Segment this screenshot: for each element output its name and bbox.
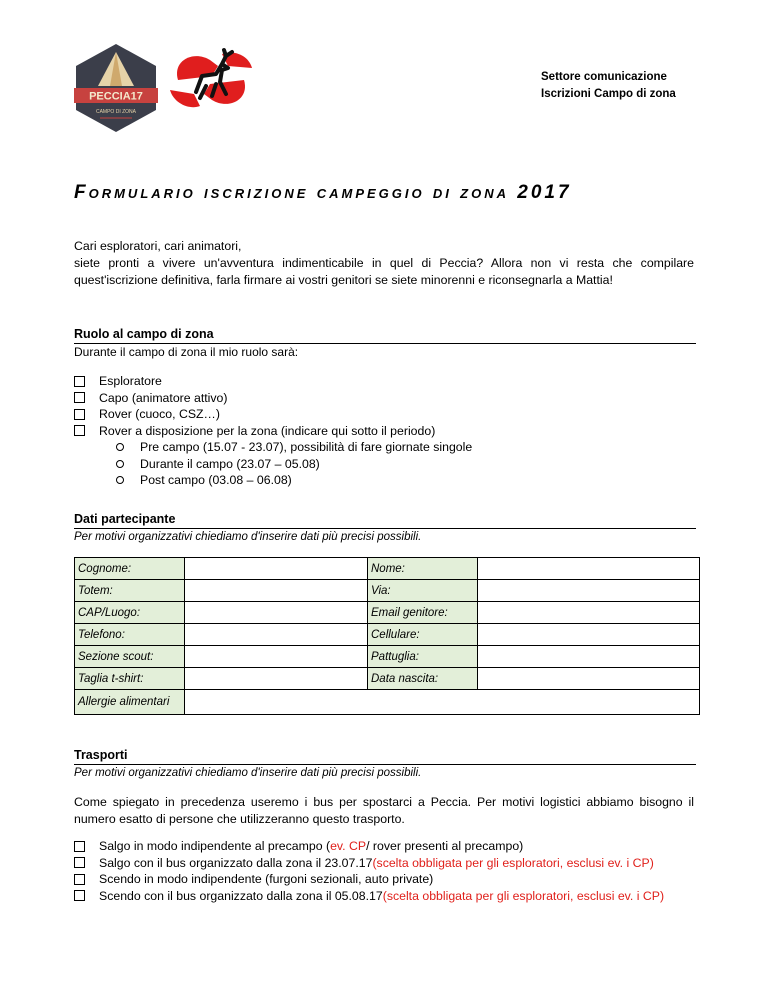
section-subtitle-dati: Per motivi organizzativi chiediamo d'inserire dati più precisi possibili. (74, 531, 422, 543)
logo-subtitle: CAMPO DI ZONA (95, 109, 137, 115)
table-row (75, 646, 700, 668)
section-title-dati: Dati partecipante (74, 512, 176, 526)
section-subtitle-trasporti: Per motivi organizzativi chiediamo d'inserire dati più precisi possibili. (74, 767, 422, 779)
ruolo-options (74, 373, 472, 489)
peccia17-logo (70, 42, 162, 134)
checkbox[interactable] (74, 890, 85, 901)
allergie-field[interactable] (185, 690, 700, 715)
form-field[interactable] (185, 580, 368, 602)
intro-body: siete pronti a vivere un'avventura indimenticabile in quel di Peccia? Allora non vi resta che compilare quest'iscrizione definitiva, farla firmare ai vostri genitori se siete minorenni e riconsegnarla a Mattia! (74, 256, 694, 287)
trasporti-option[interactable]: Scendo in modo indipendente (furgoni sezionali, auto private) (74, 871, 664, 888)
form-label: Telefono: (75, 624, 185, 646)
intro-greeting: Cari esploratori, cari animatori, (74, 239, 242, 253)
trasporti-paragraph: Come spiegato in precedenza useremo i bus per spostarci a Peccia. Per motivi logistici abbiamo bisogno il numero esatto di persone che utilizzeranno questo trasporto. (74, 795, 694, 826)
form-label: Cellulare: (368, 624, 478, 646)
form-label: Via: (368, 580, 478, 602)
logo-wordmark: PECCIA17 (89, 90, 143, 103)
trasporti-option[interactable]: Salgo con il bus organizzato dalla zona il 23.07.17 (scelta obbligata per gli esploratori, esclusi ev. i CP) (74, 855, 664, 872)
form-field[interactable] (478, 602, 700, 624)
ruolo-option[interactable]: Rover a disposizione per la zona (indicare qui sotto il periodo) (74, 423, 472, 440)
header-info (541, 69, 676, 103)
table-row (75, 602, 700, 624)
form-label: Cognome: (75, 558, 185, 580)
form-field[interactable] (185, 602, 368, 624)
section-rule (74, 343, 696, 344)
checkbox[interactable] (74, 376, 85, 387)
checkbox[interactable] (74, 425, 85, 436)
form-field[interactable] (185, 558, 368, 580)
header-department: Settore comunicazione (541, 71, 667, 83)
table-row (75, 668, 700, 690)
section-rule (74, 528, 696, 529)
section-title-trasporti: Trasporti (74, 748, 128, 762)
form-label: Totem: (75, 580, 185, 602)
checkbox[interactable] (74, 841, 85, 852)
ruolo-option[interactable]: Rover (cuoco, CSZ…) (74, 406, 472, 423)
document-title: Formulario iscrizione campeggio di zona 2017 (74, 182, 572, 203)
trasporti-options (74, 838, 664, 904)
header-subject: Iscrizioni Campo di zona (541, 88, 676, 100)
form-field[interactable] (478, 668, 700, 690)
form-label: Nome: (368, 558, 478, 580)
form-field[interactable] (478, 558, 700, 580)
checkbox[interactable] (74, 392, 85, 403)
ruolo-option[interactable]: Esploratore (74, 373, 472, 390)
radio[interactable] (116, 460, 124, 468)
form-label: Data nascita: (368, 668, 478, 690)
participant-form (74, 557, 700, 715)
table-row (75, 624, 700, 646)
trasporti-option[interactable]: Salgo in modo indipendente al precampo ( ev. CP / rover presenti al precampo) (74, 838, 664, 855)
form-label: Sezione scout: (75, 646, 185, 668)
form-label: Taglia t-shirt: (75, 668, 185, 690)
table-row (75, 558, 700, 580)
trasporti-option[interactable]: Scendo con il bus organizzato dalla zona il 05.08.17 (scelta obbligata per gli esploratori, esclusi ev. i CP) (74, 888, 664, 905)
form-field[interactable] (185, 668, 368, 690)
ticino-stag-logo (166, 46, 256, 114)
period-option[interactable]: Durante il campo (23.07 – 05.08) (74, 456, 472, 473)
radio[interactable] (116, 476, 124, 484)
form-label: Pattuglia: (368, 646, 478, 668)
form-field[interactable] (478, 646, 700, 668)
checkbox[interactable] (74, 874, 85, 885)
checkbox[interactable] (74, 857, 85, 868)
table-row (75, 580, 700, 602)
section-rule (74, 764, 696, 765)
intro-text (74, 238, 694, 289)
form-label: Allergie alimentari (75, 690, 185, 715)
table-row (75, 690, 700, 715)
period-option[interactable]: Post campo (03.08 – 06.08) (74, 472, 472, 489)
checkbox[interactable] (74, 409, 85, 420)
form-field[interactable] (185, 646, 368, 668)
form-field[interactable] (478, 624, 700, 646)
ruolo-option[interactable]: Capo (animatore attivo) (74, 390, 472, 407)
radio[interactable] (116, 443, 124, 451)
period-option[interactable]: Pre campo (15.07 - 23.07), possibilità di fare giornate singole (74, 439, 472, 456)
form-label: CAP/Luogo: (75, 602, 185, 624)
section-title-ruolo: Ruolo al campo di zona (74, 327, 214, 341)
form-field[interactable] (478, 580, 700, 602)
section-subtitle-ruolo: Durante il campo di zona il mio ruolo sarà: (74, 345, 299, 359)
form-label: Email genitore: (368, 602, 478, 624)
form-field[interactable] (185, 624, 368, 646)
